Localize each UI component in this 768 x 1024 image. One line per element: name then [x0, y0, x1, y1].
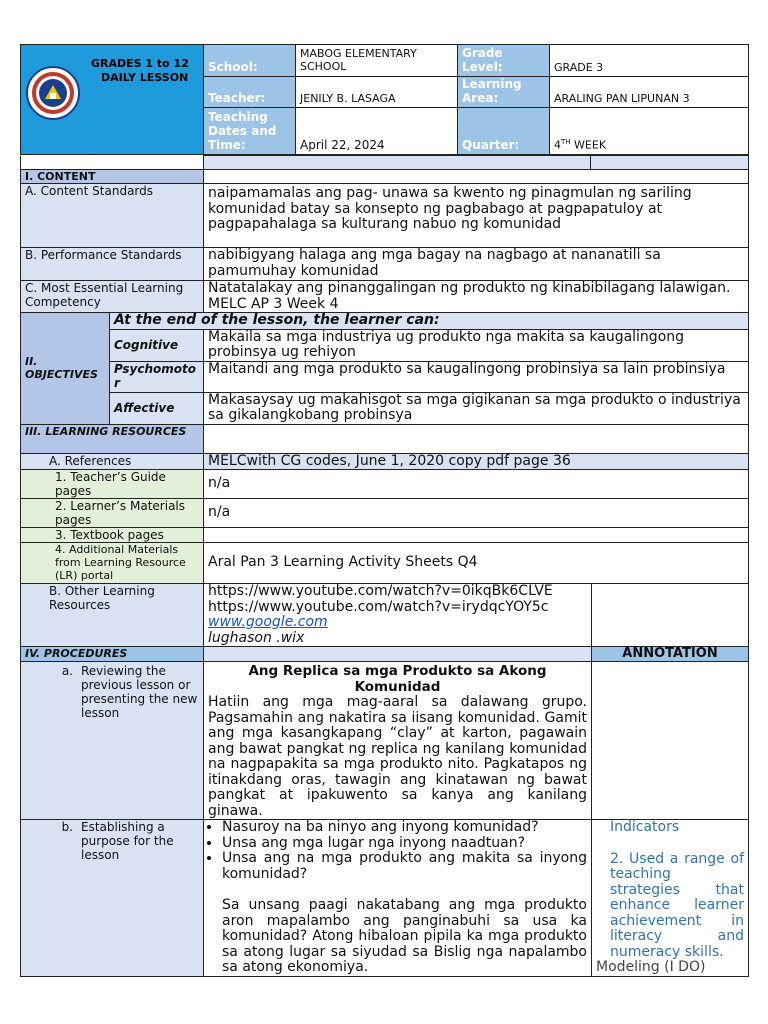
dates-label: Teaching Dates and Time: — [204, 108, 296, 155]
review-body: Hatiin ang mga mag-aaral sa dalawang grupo. Pagsamahin ang nakatira sa iisang komunidad. Gamit ang mga kasangkapang “clay” at karton, pagawain ang bawat pangkat ng replica ng kanilang komunidad na nagpapakita sa mga produkto nito. Pagkatapos ng itinakdang oras, tawagin ang kinatawan ng bawat pangkat at ipakuwento sa kanya ang kanilang ginawa. — [208, 694, 587, 819]
additional-materials-label: 4. Additional Materials from Learning Resource (LR) portal — [21, 543, 204, 584]
purpose-content — [204, 820, 592, 977]
other-resources-label: B. Other Learning Resources — [21, 584, 204, 647]
textbook-text — [204, 528, 749, 543]
deped-seal-logo — [25, 65, 81, 121]
learners-materials-label: 2. Learner’s Materials pages — [21, 499, 204, 528]
spacer-left — [21, 156, 204, 170]
procedures-section-title: IV. PROCEDURES — [21, 647, 204, 662]
teachers-guide-label: 1. Teacher’s Guide pages — [21, 470, 204, 499]
objectives-intro: At the end of the lesson, the learner can: — [110, 313, 749, 330]
purpose-questions — [208, 820, 587, 882]
additional-materials-text: Aral Pan 3 Learning Activity Sheets Q4 — [204, 543, 749, 584]
purpose-label-cell: b. Establishing a purpose for the lesson — [21, 820, 204, 977]
affective-text: Makasaysay ug makahisgot sa mga gigikanan sa mga produkto o industriya sa gikalangkobang probinsya — [204, 392, 749, 424]
grade-level-value: GRADE 3 — [550, 45, 749, 77]
quarter-label: Quarter: — [458, 108, 550, 155]
review-annotation — [592, 662, 749, 820]
teachers-guide-text: n/a — [204, 470, 749, 499]
resources-section-empty — [204, 424, 749, 453]
learning-area-value: ARALING PAN LIPUNAN 3 — [550, 77, 749, 108]
psychomotor-label: Psychomotor — [110, 361, 204, 392]
objectives-section-title: II. OBJECTIVES — [21, 313, 110, 425]
purpose-question: • Unsa ang na mga produkto ang makita sa inyong komunidad? — [222, 851, 587, 882]
textbook-label: 3. Textbook pages — [21, 528, 204, 543]
performance-standards-text: nabibigyang halaga ang mga bagay na nagbago at nananatili sa pamumuhay komunidad — [204, 248, 749, 281]
school-label: School: — [204, 45, 296, 77]
learning-area-label: Learning Area: — [458, 77, 550, 108]
youtube-link-2[interactable]: https://www.youtube.com/watch?v=irydqcYOY5c — [208, 598, 549, 615]
indicators-text: 2. Used a range of teaching strategies that enhance learner achievement in literacy and numeracy skills. — [610, 850, 744, 960]
other-resources-links — [204, 584, 592, 647]
content-standards-text: naipamamalas ang pag- unawa sa kwento ng pinagmulan ng sariling komunidad batay sa konsepto ng pagbabago at pagpapatuloy at pagpapahalaga sa kulturang nabuo ng komunidad — [204, 184, 749, 248]
modeling-label: Modeling (I DO) — [596, 959, 706, 975]
affective-label: Affective — [110, 392, 204, 424]
indicators-title: Indicators — [610, 819, 680, 835]
teacher-value: JENILY B. LASAGA — [296, 77, 458, 108]
lesson-plan — [20, 44, 748, 977]
content-standards-label: A. Content Standards — [21, 184, 204, 248]
procedures-section-empty — [204, 647, 592, 662]
psychomotor-text: Maitandi ang mga produkto sa kaugalingong probinsiya sa lain probinsiya — [204, 361, 749, 392]
purpose-question: • Nasuroy na ba ninyo ang inyong komunidad? — [222, 820, 587, 836]
references-text: MELCwith CG codes, June 1, 2020 copy pdf page 36 — [204, 453, 749, 470]
teacher-label: Teacher: — [204, 77, 296, 108]
review-label-cell: a. Reviewing the previous lesson or presenting the new lesson — [21, 662, 204, 820]
purpose-paragraph: Sa unsang paagi nakatabang ang mga produkto aron mapalambo ang panginabuhi sa usa ka komunidad? Atong hibaloan pipila ka mga produkto sa atong lugar sa siyudad sa Bislig nga napalambo sa atong ekonomiya. — [222, 897, 587, 975]
competency-text: Natatalakay ang pinanggalingan ng produkto ng kinabibilagang lalawigan. MELC AP 3 Week 4 — [204, 281, 749, 313]
purpose-question: • Unsa ang mga lugar nga inyong naadtuan? — [222, 836, 587, 852]
body-table — [20, 155, 749, 977]
learners-materials-text: n/a — [204, 499, 749, 528]
content-section-title: I. CONTENT — [21, 170, 204, 184]
content-section-empty — [204, 170, 749, 184]
resources-section-title: III. LEARNING RESOURCES — [21, 424, 204, 453]
cognitive-label: Cognitive — [110, 329, 204, 361]
header-table — [20, 44, 749, 155]
quarter-value: 4TH WEEK — [550, 108, 749, 155]
cognitive-text: Makaila sa mga industriya ug produkto nga makita sa kaugalingong probinsya ug rehiyon — [204, 329, 749, 361]
dates-value: April 22, 2024 — [296, 108, 458, 155]
other-resources-annotation — [592, 584, 749, 647]
competency-label: C. Most Essential Learning Competency — [21, 281, 204, 313]
review-label: Reviewing the previous lesson or presenting the new lesson — [81, 664, 198, 720]
annotation-title: ANNOTATION — [592, 647, 749, 662]
deped-header-cell — [21, 45, 204, 155]
spacer-right — [204, 156, 749, 170]
lughason-link[interactable]: lughason .wix — [208, 629, 305, 646]
youtube-link-1[interactable]: https://www.youtube.com/watch?v=0ikqBk6CLVE — [208, 583, 553, 599]
references-label: A. References — [21, 453, 204, 470]
grades-title: GRADES 1 to 12 DAILY LESSON — [91, 57, 189, 84]
review-content — [204, 662, 592, 820]
purpose-annotation — [592, 820, 749, 977]
review-heading: Ang Replica sa mga Produkto sa Akong Komunidad — [248, 663, 547, 695]
grade-level-label: Grade Level: — [458, 45, 550, 77]
school-value: MABOG ELEMENTARY SCHOOL — [296, 45, 458, 77]
google-link[interactable]: www.google.com — [208, 614, 328, 630]
purpose-label: Establishing a purpose for the lesson — [81, 820, 174, 862]
performance-standards-label: B. Performance Standards — [21, 248, 204, 281]
